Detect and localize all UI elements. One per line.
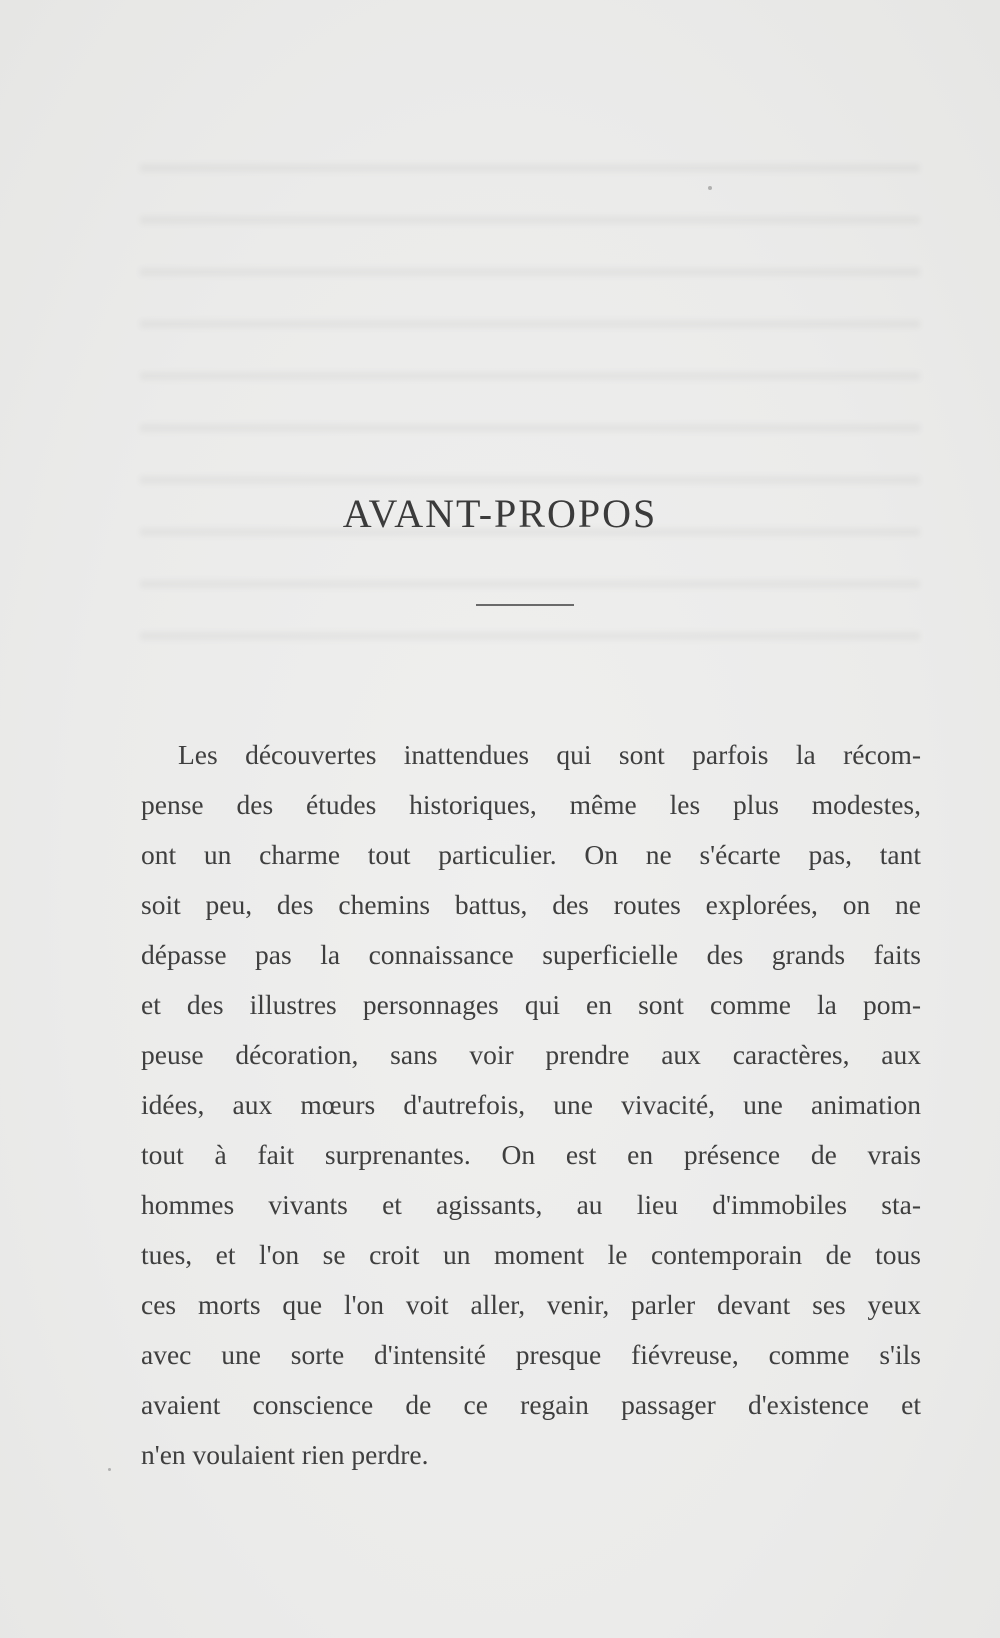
show-through-text	[140, 120, 920, 680]
page-title: AVANT-PROPOS	[342, 491, 658, 536]
paragraph-line: n'en voulaient rien perdre.	[141, 1439, 429, 1470]
paragraph-line: idées, aux mœurs d'autrefois, une vivacité, une animation	[141, 1089, 921, 1120]
paragraph-line: et des illustres personnages qui en sont comme la pom-	[141, 989, 921, 1020]
paragraph-line: Les découvertes inattendues qui sont parfois la récom-	[178, 739, 921, 770]
paragraph-line: soit peu, des chemins battus, des routes explorées, on ne	[141, 889, 921, 920]
paragraph-line: avec une sorte d'intensité presque fiévreuse, comme s'ils	[141, 1339, 921, 1370]
paragraph-line: avaient conscience de ce regain passager d'existence et	[141, 1389, 921, 1420]
paragraph-line: tues, et l'on se croit un moment le contemporain de tous	[141, 1239, 921, 1270]
paragraph-line: tout à fait surprenantes. On est en présence de vrais	[141, 1139, 921, 1170]
paragraph-line: ces morts que l'on voit aller, venir, parler devant ses yeux	[141, 1289, 921, 1320]
paragraph-line: hommes vivants et agissants, au lieu d'immobiles sta-	[141, 1189, 921, 1220]
title-rule	[476, 604, 574, 606]
paragraph-line: peuse décoration, sans voir prendre aux caractères, aux	[141, 1039, 921, 1070]
paragraph-line: pense des études historiques, même les plus modestes,	[141, 789, 921, 820]
paragraph-line: dépasse pas la connaissance superficielle des grands faits	[141, 939, 921, 970]
paragraph	[141, 730, 921, 1480]
paper-speck	[708, 186, 712, 190]
paper-speck	[108, 1468, 111, 1471]
paragraph-line: ont un charme tout particulier. On ne s'écarte pas, tant	[141, 839, 921, 870]
